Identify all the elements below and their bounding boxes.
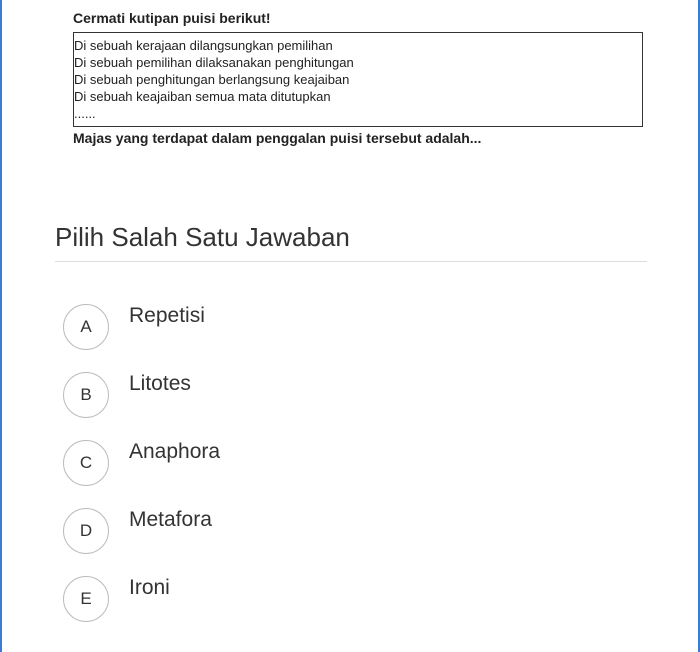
poem-ellipsis: ...... [74, 106, 96, 121]
option-label-a[interactable]: Repetisi [129, 304, 205, 327]
option-label-d[interactable]: Metafora [129, 508, 212, 531]
answer-section-title: Pilih Salah Satu Jawaban [55, 222, 647, 262]
poem-line: Di sebuah kerajaan dilangsungkan pemilihan [74, 38, 333, 53]
poem-line: Di sebuah pemilihan dilaksanakan penghitungan [74, 55, 354, 70]
option-label-e[interactable]: Ironi [129, 576, 170, 599]
answer-options [63, 304, 563, 644]
option-label-b[interactable]: Litotes [129, 372, 191, 395]
poem-line: Di sebuah penghitungan berlangsung keajaiban [74, 72, 350, 87]
question-block [73, 10, 643, 146]
question-intro: Cermati kutipan puisi berikut! [73, 10, 271, 26]
option-a[interactable] [63, 304, 563, 372]
option-c[interactable] [63, 440, 563, 508]
option-label-c[interactable]: Anaphora [129, 440, 221, 463]
option-e[interactable] [63, 576, 563, 644]
option-d[interactable] [63, 508, 563, 576]
option-letter-c[interactable]: C [63, 440, 109, 486]
poem-line: Di sebuah keajaiban semua mata ditutupkan [74, 89, 331, 104]
question-prompt: Majas yang terdapat dalam penggalan puisi tersebut adalah... [73, 130, 482, 146]
option-letter-d[interactable]: D [63, 508, 109, 554]
option-b[interactable] [63, 372, 563, 440]
poem-box [73, 32, 643, 127]
option-letter-a[interactable]: A [63, 304, 109, 350]
option-letter-b[interactable]: B [63, 372, 109, 418]
option-letter-e[interactable]: E [63, 576, 109, 622]
